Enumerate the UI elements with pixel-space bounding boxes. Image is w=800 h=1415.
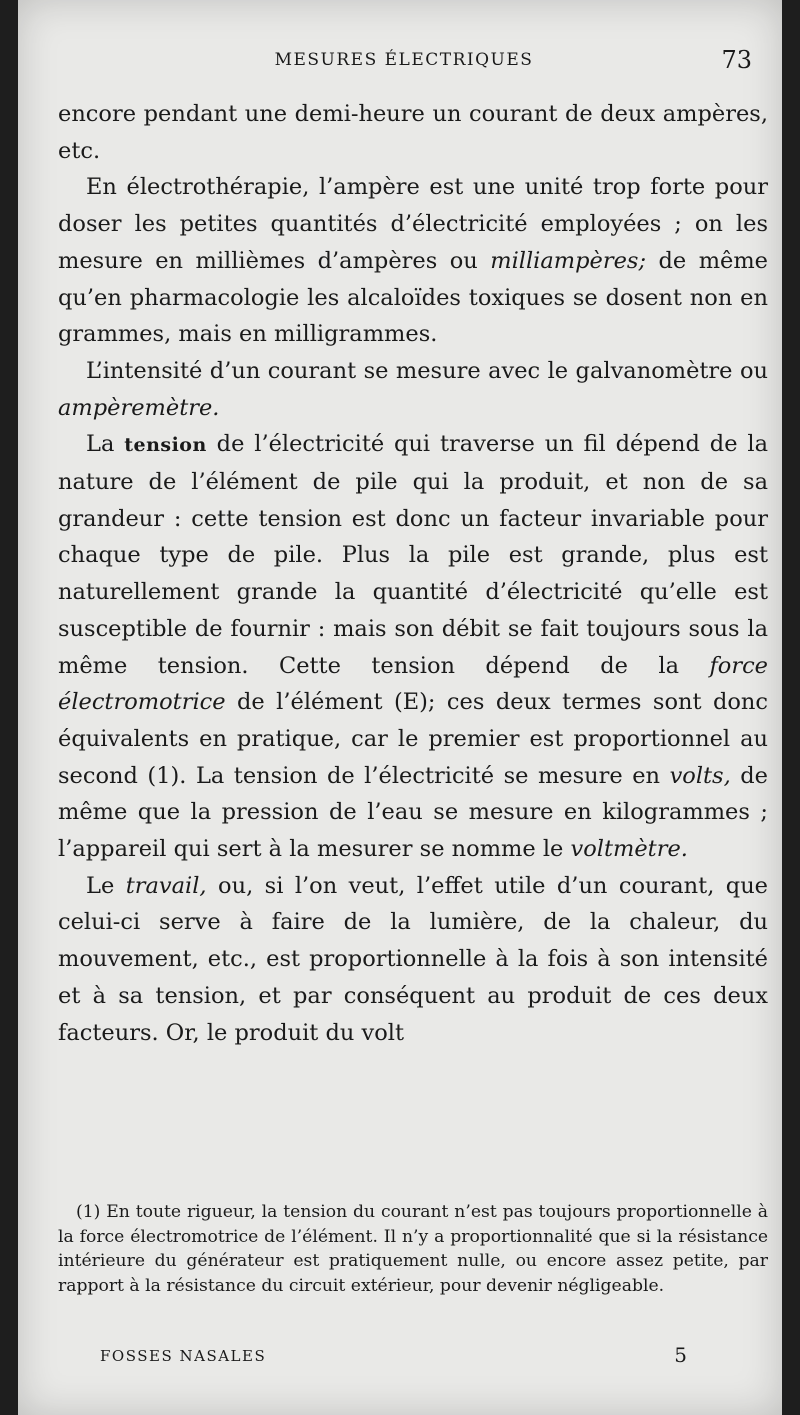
paragraph-4-emphasis-3: voltmètre. [570,836,688,863]
signature-mark: FOSSES NASALES [100,1347,267,1365]
footnote [58,1200,768,1298]
paragraph-4-text-d: de même que la pression de l’eau se mesure en kilogrammes ; l’appareil qui sert à la mesurer se nomme le [58,762,768,863]
paragraph-4-text-c: de l’élément (E); ces deux termes sont donc équivalents en pratique, car le premier est proportionnel au second (1). La tension de l’électricité se mesure en [58,689,768,789]
paragraph-1-text: encore pendant une demi-heure un courant de deux ampères, etc. [58,101,768,164]
paragraph-5-emphasis: travail, [125,872,207,899]
paragraph-2-text-b: de même qu’en pharmacologie les alcaloïdes toxiques se dosent non en grammes, mais en milligrammes. [58,247,768,348]
paragraph-5-text-a: Le [86,872,126,899]
paragraph-2-emphasis: milliampères; [490,247,647,274]
running-title: MESURES ÉLECTRIQUES [274,50,534,70]
paragraph-5-text-b: ou, si l’on veut, l’effet utile d’un courant, que celui-ci serve à faire de la lumière, de la chaleur, du mouvement, etc., est proportionnelle à la fois à son intensité et à sa tension, et par conséquent au produit de ces deux facteurs. Or, le produit du volt [58,872,768,1046]
paragraph-4-emphasis-2: volts, [669,762,731,789]
paragraph-4-emphasis-1: force électromotrice [58,652,768,716]
paragraph-3-emphasis: ampèremètre. [58,394,220,421]
paragraph-2 [58,169,768,353]
page-number: 73 [721,46,752,74]
paragraph-3-text-a: L’intensité d’un courant se mesure avec le galvanomètre ou [86,357,768,384]
paragraph-4 [58,426,768,867]
running-head [56,46,752,76]
paragraph-4-text-a: La [86,431,125,458]
footnote-text: (1) En toute rigueur, la tension du courant n’est pas toujours proportionnelle à la force électromotrice de l’élément. Il n’y a proportionnalité que si la résistance intérieure du générateur est pratiquement nulle, ou encore assez petite, par rapport à la résistance du circuit extérieur, pour devenir négligeable. [58,1202,768,1296]
body-text [58,96,768,1051]
paragraph-2-text-a: En électrothérapie, l’ampère est une unité trop forte pour doser les petites quantités d’électricité employées ; on les mesure en millièmes d’ampères ou [58,174,768,274]
paragraph-4-text-b: de l’électricité qui traverse un fil dépend de la nature de l’élément de pile qui la produit, et non de sa grandeur : cette tension est donc un facteur invariable pour chaque type de pile. Plus la pile est grande, plus est naturellement grande la quantité d’électricité qu’elle est susceptible de fournir : mais son débit se fait toujours sous la même tension. Cette tension dépend de la [58,431,768,679]
paragraph-4-bold-term: tension [124,434,207,457]
book-page [18,0,782,1415]
paragraph-1 [58,96,768,169]
paragraph-5 [58,868,768,1052]
signature-number: 5 [674,1343,687,1367]
paragraph-3 [58,353,768,426]
